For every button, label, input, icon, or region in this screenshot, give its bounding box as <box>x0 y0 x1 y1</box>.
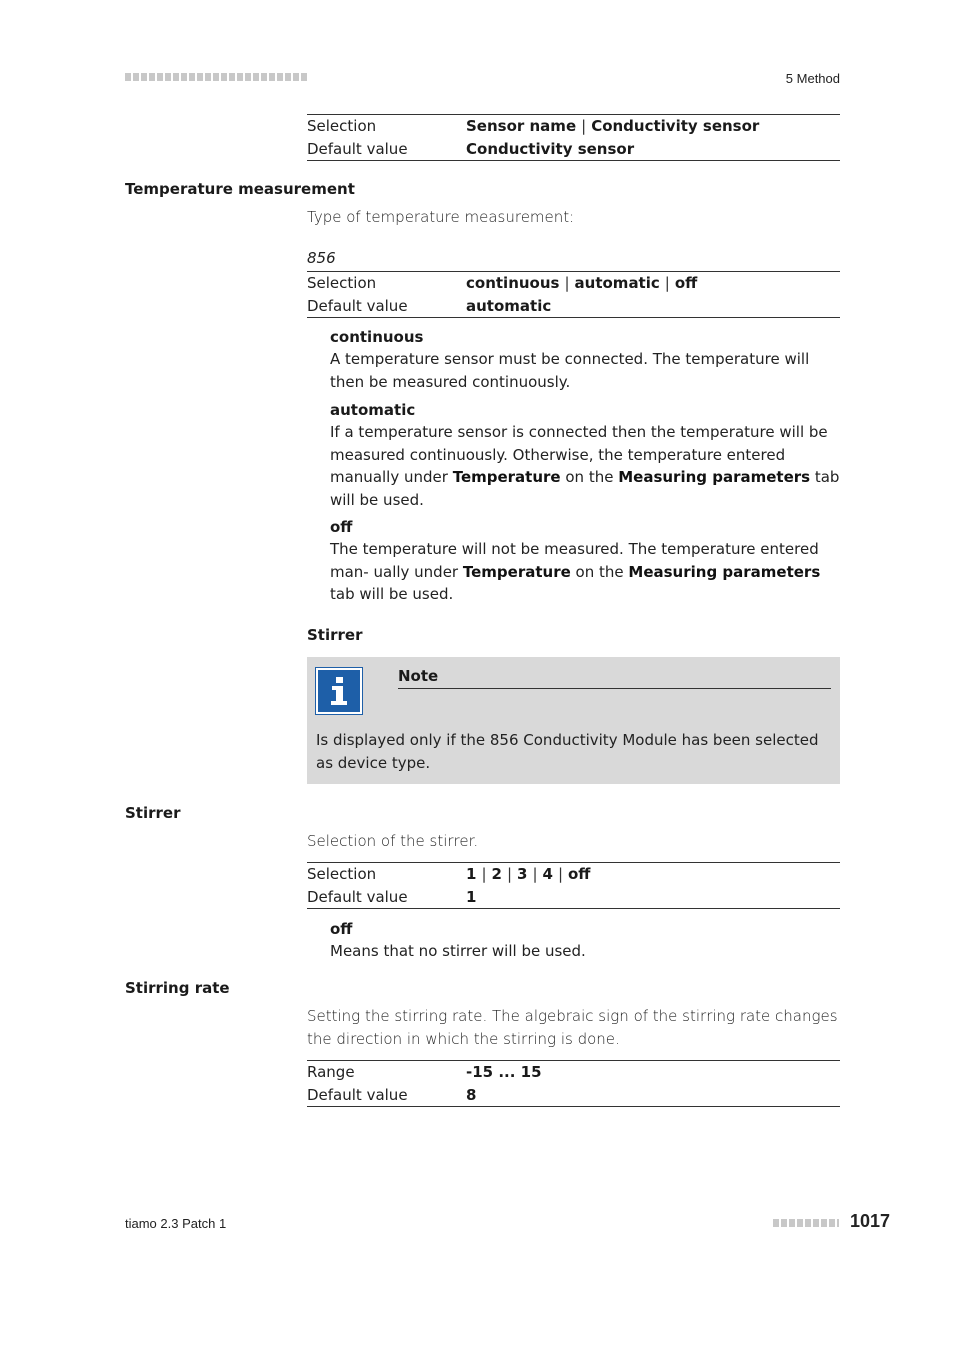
footer-decoration <box>773 1219 839 1227</box>
section-description: Selection of the stirrer. <box>307 832 479 850</box>
option-description: Means that no stirrer will be used. <box>330 942 586 960</box>
param-table-stirring-rate <box>307 1060 840 1107</box>
param-value: -15 ... 15 <box>466 1063 542 1082</box>
table-row <box>307 1061 840 1084</box>
param-value: Sensor name | Conductivity sensor <box>466 117 760 136</box>
note-box <box>307 657 840 784</box>
option-continuous <box>330 326 840 393</box>
info-icon <box>316 668 362 714</box>
table-row <box>307 886 840 909</box>
section-heading-temperature-measurement: Temperature measurement <box>125 180 355 198</box>
footer-product: tiamo 2.3 Patch 1 <box>125 1216 227 1231</box>
section-heading-stirrer: Stirrer <box>125 804 181 822</box>
param-table-temperature <box>307 271 840 318</box>
option-name: automatic <box>330 401 416 419</box>
header-decoration <box>125 73 307 81</box>
model-label: 856 <box>307 249 336 267</box>
note-text: Is displayed only if the 856 Conductivity Module has been selected as device type. <box>316 731 819 772</box>
chapter-title: 5 Method <box>785 71 840 86</box>
option-name: off <box>330 518 353 536</box>
option-off <box>330 918 840 963</box>
param-table-stirrer <box>307 862 840 909</box>
param-value: 1 <box>466 887 477 906</box>
table-row <box>307 863 840 886</box>
param-value: continuous | automatic | off <box>466 274 698 293</box>
param-key: Range <box>307 1063 355 1082</box>
param-value: automatic <box>466 296 552 315</box>
param-key: Default value <box>307 887 408 906</box>
table-row <box>307 138 840 161</box>
note-title: Note <box>398 667 831 689</box>
param-table-sensor <box>307 114 840 161</box>
param-key: Default value <box>307 139 408 158</box>
option-description: The temperature will not be measured. The temperature entered man- ually under Temperature on the Measuring parameters tab will be used. <box>330 540 821 603</box>
section-description: Type of temperature measurement: <box>307 208 575 226</box>
section-heading-stirring-rate: Stirring rate <box>125 979 230 997</box>
option-name: continuous <box>330 328 424 346</box>
param-value: 1 | 2 | 3 | 4 | off <box>466 865 591 884</box>
table-row <box>307 295 840 318</box>
option-description: A temperature sensor must be connected. The temperature will then be measured continuously. <box>330 350 810 391</box>
table-row <box>307 115 840 138</box>
param-value: 8 <box>466 1085 477 1104</box>
table-row <box>307 272 840 295</box>
option-description: If a temperature sensor is connected then the temperature will be measured continuously. Otherwise, the temperature entered manually under Temperature on the Measuring parameters tab will be used. <box>330 423 840 509</box>
option-automatic <box>330 399 840 511</box>
param-key: Default value <box>307 296 408 315</box>
param-key: Selection <box>307 117 377 136</box>
section-description: Setting the stirring rate. The algebraic sign of the stirring rate changes the direction in which the stirring is done. <box>307 1007 838 1048</box>
param-key: Default value <box>307 1085 408 1104</box>
option-off <box>330 516 840 606</box>
param-value: Conductivity sensor <box>466 139 635 158</box>
option-name: off <box>330 920 353 938</box>
param-key: Selection <box>307 274 377 293</box>
table-row <box>307 1084 840 1107</box>
param-key: Selection <box>307 865 377 884</box>
subheading-stirrer: Stirrer <box>307 626 363 644</box>
page-number: 1017 <box>849 1211 890 1231</box>
